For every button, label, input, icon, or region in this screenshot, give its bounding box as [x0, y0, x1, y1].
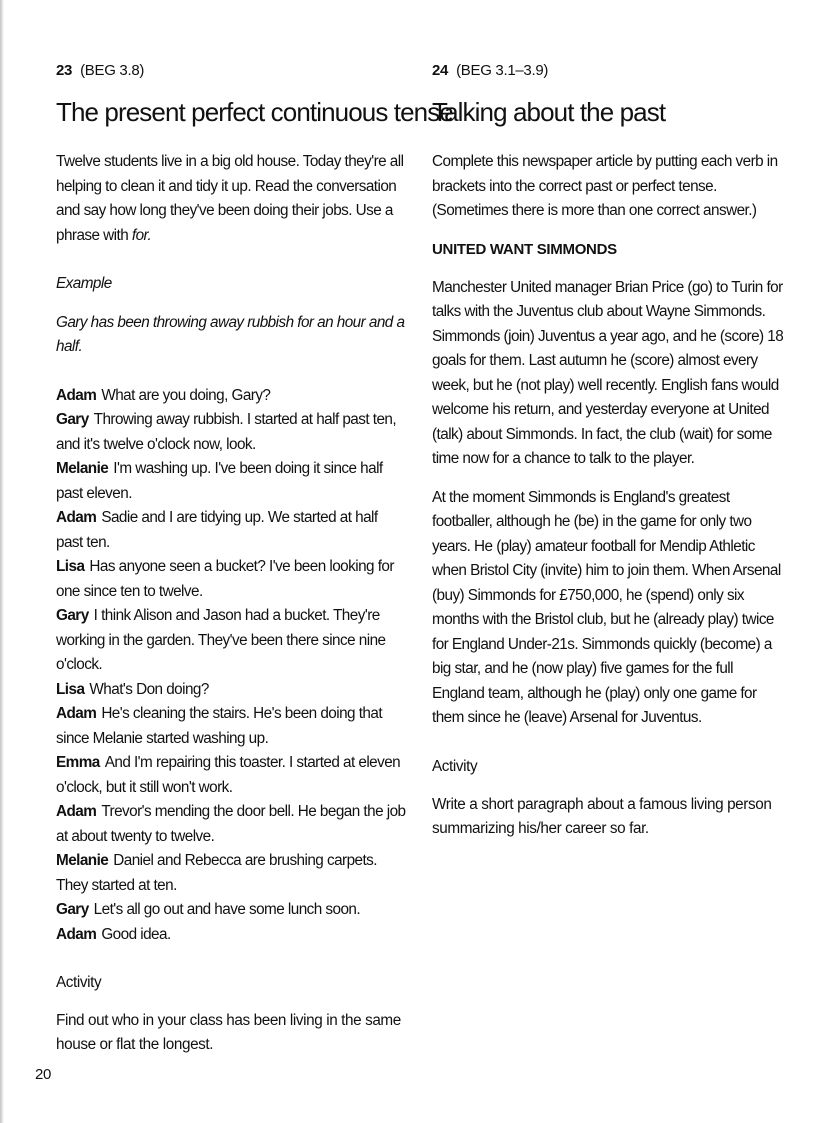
page-number: 20 [35, 1066, 52, 1083]
line: Trevor's mending the door bell. He began the job at about twenty to twelve. [56, 803, 406, 845]
unit-24-column [432, 60, 787, 841]
activity-label: Activity [432, 757, 478, 775]
line: What are you doing, Gary? [101, 386, 271, 404]
line: Has anyone seen a bucket? I've been looking for one since ten to twelve. [56, 558, 394, 600]
dialogue-line [56, 678, 406, 703]
line: Daniel and Rebecca are brushing carpets. They started at ten. [56, 852, 377, 894]
speaker: Adam [56, 386, 97, 404]
speaker: Gary [56, 411, 89, 428]
unit-number: 24 [432, 62, 449, 79]
activity-text: Write a short paragraph about a famous living person summarizing his/her career so far. [432, 795, 772, 837]
dialogue-line [56, 384, 406, 409]
unit-24-header [432, 60, 787, 82]
dialogue-line [56, 751, 406, 800]
speaker: Gary [56, 901, 89, 918]
intro-italic: for. [131, 226, 152, 244]
speaker: Lisa [56, 558, 85, 575]
activity-text: Find out who in your class has been living in the same house or flat the longest. [56, 1012, 401, 1053]
speaker: Lisa [56, 680, 85, 698]
line: He's cleaning the stairs. He's been doing that since Melanie started washing up. [56, 705, 383, 747]
speaker: Melanie [56, 852, 109, 869]
unit-title: Talking about the past [432, 97, 666, 127]
dialogue [56, 384, 406, 948]
line: I think Alison and Jason had a bucket. They're working in the garden. They've been there since nine o'clock. [56, 607, 386, 673]
article-paragraph-2: At the moment Simmonds is England's greatest footballer, although he (be) in the game for only two years. He (play) amateur football for Mendip Athletic when Bristol City (invite) him to join them. When Arsenal (buy) Simmonds for £750,000, he (spend) only six months with the Bristol club, but he (already play) twice for England Under-21s. Simmonds quickly (become) a big star, and he (now play) five games for the full England team, although he (play) only one game for them since he (leave) Arsenal for Juventus. [432, 488, 781, 726]
speaker: Adam [56, 803, 97, 820]
unit-reference: (BEG 3.8) [80, 62, 145, 79]
binding-edge [0, 0, 4, 1123]
unit-number: 23 [56, 62, 73, 79]
unit-reference: (BEG 3.1–3.9) [456, 62, 549, 79]
activity-label: Activity [56, 974, 102, 991]
dialogue-line [56, 923, 406, 948]
line: What's Don doing? [89, 680, 209, 698]
speaker: Adam [56, 705, 97, 722]
unit-23-header [56, 60, 406, 82]
article-headline: UNITED WANT SIMMONDS [432, 240, 617, 258]
speaker: Melanie [56, 460, 109, 477]
example-label: Example [56, 275, 112, 292]
dialogue-line [56, 604, 406, 678]
dialogue-line [56, 898, 406, 923]
line: Good idea. [101, 925, 171, 943]
intro-text: Twelve students live in a big old house. Today they're all helping to clean it and tidy it up. Read the conversation and say how long they've been doing their jobs. Use a phrase with [56, 153, 404, 244]
speaker: Gary [56, 607, 89, 624]
dialogue-line [56, 800, 406, 849]
dialogue-line [56, 702, 406, 751]
exercise-intro [56, 150, 406, 248]
dialogue-line [56, 849, 406, 898]
line: I'm washing up. I've been doing it since half past eleven. [56, 460, 383, 502]
line: And I'm repairing this toaster. I started at eleven o'clock, but it still won't work. [56, 754, 401, 796]
dialogue-line [56, 408, 406, 457]
dialogue-line [56, 555, 406, 604]
dialogue-line [56, 506, 406, 555]
dialogue-line [56, 457, 406, 506]
article-paragraph-1: Manchester United manager Brian Price (go) to Turin for talks with the Juventus club about Wayne Simmonds. Simmonds (join) Juventus a year ago, and he (score) 18 goals for them. Last autumn he (score) almost every week, but he (not play) well recently. English fans would welcome his return, and yesterday everyone at United (talk) about Simmonds. In fact, the club (wait) for some time now for a chance to talk to the player. [432, 278, 784, 467]
example-text: Gary has been throwing away rubbish for an hour and a half. [56, 313, 405, 355]
line: Throwing away rubbish. I started at half past ten, and it's twelve o'clock now, look. [56, 411, 397, 453]
exercise-intro: Complete this newspaper article by putting each verb in brackets into the correct past or perfect tense. (Sometimes there is more than one correct answer.) [432, 153, 778, 219]
speaker: Adam [56, 925, 97, 943]
line: Sadie and I are tidying up. We started at half past ten. [56, 509, 378, 551]
speaker: Adam [56, 509, 97, 526]
unit-title: The present perfect continuous tense [56, 97, 453, 127]
speaker: Emma [56, 754, 100, 771]
line: Let's all go out and have some lunch soon. [93, 901, 361, 918]
